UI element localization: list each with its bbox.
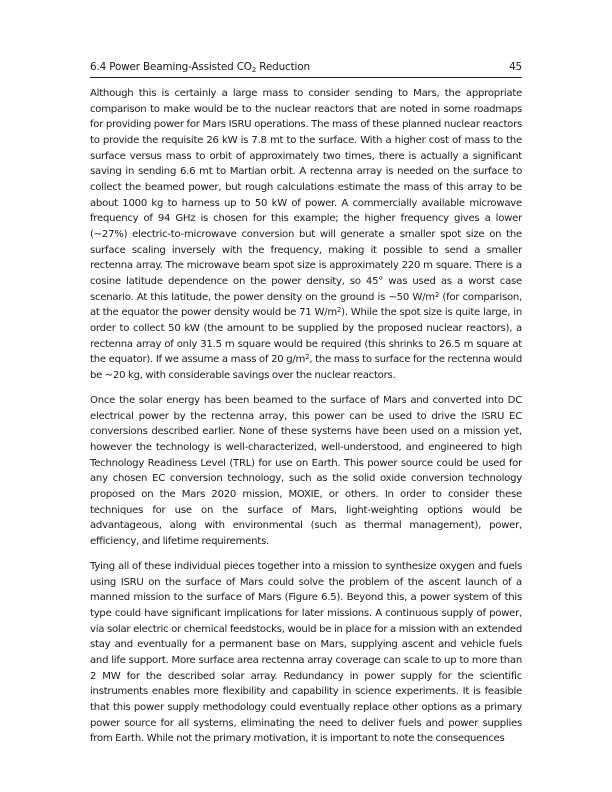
paragraph-3: Tying all of these individual pieces together into a mission to synthesize oxygen and fuels using ISRU on the surface of Mars could solve the problem of the ascent launch of a manned mission to the surface of Mars (Figure 6.5). Beyond this, a power system of this type could have significant implications for later missions. A continuous supply of power, via solar electric or chemical feedstocks, would be in place for a mission with an extended stay and eventually for a permanent base on Mars, supplying ascent and vehicle fuels and life support. More surface area rectenna array coverage can scale to up to more than 2 MW for the described solar array. Redundancy in power supply for the scientific instruments enables more flexibility and capability in science experiments. It is feasible that this power supply methodology could eventually replace other options as a primary power source for all systems, eliminating the need to deliver fuels and power supplies from Earth. While not the primary motivation, it is important to note the consequences: [90, 561, 522, 745]
page: [90, 60, 522, 756]
paragraph-2: Once the solar energy has been beamed to the surface of Mars and converted into DC electrical power by the rectenna array, this power can be used to drive the ISRU EC conversions described earlier. None of these systems have been used on a mission yet, however the technology is well-characterized, well-understood, and engineered to high Technology Readiness Level (TRL) for use on Earth. This power source could be used for any chosen EC conversion technology, such as the solid oxide conversion technology proposed on the Mars 2020 mission, MOXIE, or others. In order to consider these techniques for use on the surface of Mars, light-weighting options would be advantageous, along with environmental (such as thermal management), power, efficiency, and lifetime requirements.: [90, 394, 522, 547]
paragraph-1: Although this is certainly a large mass to consider sending to Mars, the appropriate comparison to make would be to the nuclear reactors that are noted in some roadmaps for providing power for Mars ISRU operations. The mass of these planned nuclear reactors to provide the requisite 26 kW is 7.8 mt to the surface. With a higher cost of mass to the surface versus mass to orbit of approximately two times, there is actually a significant saving in sending 6.6 mt to Martian orbit. A rectenna array is needed on the surface to collect the beamed power, but rough calculations estimate the mass of this array to be about 1000 kg to harness up to 50 kW of power. A commercially available microwave frequency of 94 GHz is chosen for this example; the higher frequency gives a lower (~27%) electric-to-microwave conversion but will generate a smaller spot size on the surface scaling inversely with the frequency, making it possible to send a smaller rectenna array. The microwave beam spot size is approximately 220 m square. There is a cosine latitude dependence on the power density, so 45° was used as a worst case scenario. At this latitude, the power density on the ground is ~50 $W/m^2$ (for comparison, at the equator the power density would be 71 $W/m^2$). While the spot size is quite large, in order to collect 50 kW (the amount to be supplied by the proposed nuclear reactors), a rectenna array of only 31.5 m square would be required (this shrinks to 26.5 m square at the equator). If we assume a mass of 20 $g/m^2$, the mass to surface for the rectenna would be ~20 kg, with considerable savings over the nuclear reactors.: [90, 88, 522, 381]
section-title: 6.4 Power Beaming-Assisted $CO_2$ Reduction: [90, 61, 310, 74]
subscript: 2: [251, 66, 257, 74]
superscript: 2: [336, 306, 342, 315]
page-number: 45: [509, 61, 522, 73]
running-header: [90, 60, 522, 78]
superscript: 2: [434, 290, 440, 299]
superscript: 2: [305, 353, 310, 362]
body-text: [90, 86, 522, 747]
